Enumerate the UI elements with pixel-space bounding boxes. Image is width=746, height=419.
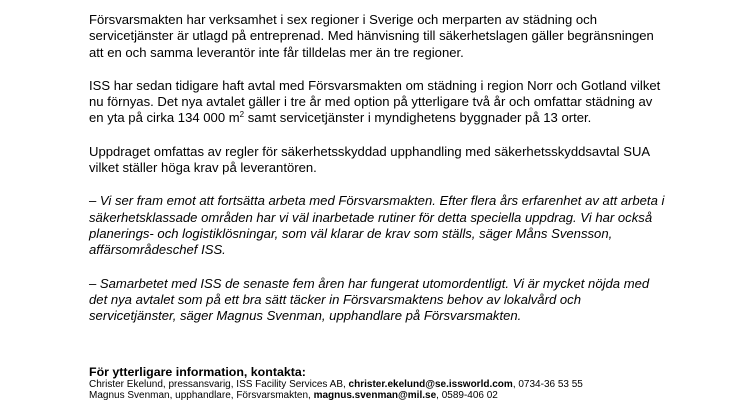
contact-line-svenman xyxy=(89,390,709,401)
contact-phone: , 0589-406 02 xyxy=(436,390,498,401)
paragraph-regions: Försvarsmakten har verksamhet i sex regioner i Sverige och merparten av städning och servicetjänster är utlagd på entreprenad. Med hänvisning till säkerhetslagen gäller begränsningen att en och samma leverantör inte får tilldelas mer än tre regioner. xyxy=(89,12,654,60)
paragraph-regulation: Uppdraget omfattas av regler för säkerhetsskyddad upphandling med säkerhetsskyddsavtal SUA vilket ställer höga krav på leverantören. xyxy=(89,143,650,176)
contact-section xyxy=(89,365,709,401)
quote-iss: – Vi ser fram emot att fortsätta arbeta med Försvarsmakten. Efter flera års erfarenhet av att arbeta i säkerhetsklassade områden har vi väl inarbetade rutiner för detta speciella uppdrag. Vi har också planerings- och logistiklösningar, som väl klarar de krav som ställs, säger Måns Svensson, affärsområdeschef ISS. xyxy=(89,193,665,258)
square-meter-superscript: 2 xyxy=(239,110,245,120)
agreement-text-end: samt servicetjänster i myndighetens byggnader på 13 orter. xyxy=(244,110,592,126)
paragraph-agreement xyxy=(89,78,669,127)
email-link[interactable]: magnus.svenman@mil.se xyxy=(313,390,437,401)
contact-phone: , 0734-36 53 55 xyxy=(512,379,583,390)
contact-heading: För ytterligare information, kontakta: xyxy=(89,365,306,379)
quote-forsvarsmakten: – Samarbetet med ISS de senaste fem åren har fungerat utomordentligt. Vi är mycket nöjda med det nya avtalet som på ett bra sätt täcker in Försvarsmaktens behov av lokalvård och servicetjänster, säger Magnus Svenman, upphandlare på Försvarsmakten. xyxy=(89,275,650,324)
contact-line-ekelund xyxy=(89,379,709,390)
contact-name: Magnus Svenman, upphandlare, Försvarsmakten, xyxy=(89,390,314,401)
agreement-text: ISS har sedan tidigare haft avtal med Försvarsmakten om städning i region Norr och Gotland vilket nu förnyas. Det nya avtalet gäller i tre år med option på ytterligare två år och omfattar städning av en yta på cirka 134 000 m xyxy=(89,77,661,126)
body-text xyxy=(89,12,669,341)
contact-name: Christer Ekelund, pressansvarig, ISS Facility Services AB, xyxy=(89,379,349,390)
email-link[interactable]: christer.ekelund@se.issworld.com xyxy=(348,379,513,390)
